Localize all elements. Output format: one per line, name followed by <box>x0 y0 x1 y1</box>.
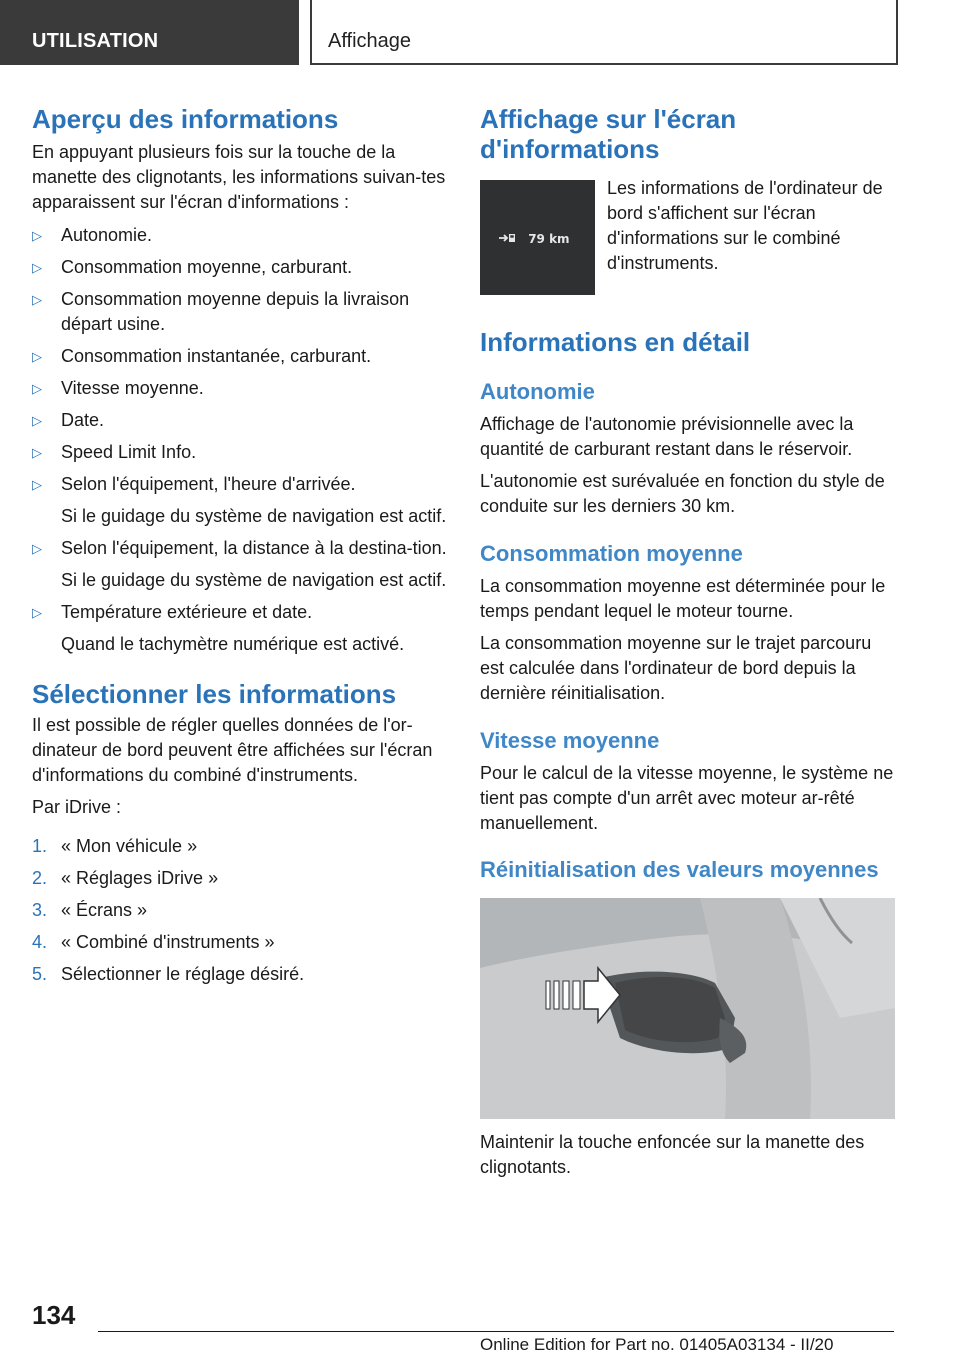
image-caption: Maintenir la touche enfoncée sur la manette des clignotants. <box>480 1132 865 1177</box>
triangle-bullet-icon: ▷ <box>32 541 42 556</box>
range-value: 79 km <box>528 232 570 246</box>
list-item: ▷ Autonomie. <box>32 223 447 248</box>
display-paragraph: Les informations de l'ordinateur de bord s'affichent sur l'écran d'informations sur le combiné d'instruments. <box>607 180 883 273</box>
list-item: ▷ Selon l'équipement, la distance à la destina-tion. Si le guidage du système de navigation est actif. <box>32 536 447 593</box>
list-item: ▷ Vitesse moyenne. <box>32 376 447 401</box>
heading-reinit: Réinitialisation des valeurs moyennes <box>480 857 879 882</box>
step-item: 5. Sélectionner le réglage désiré. <box>32 964 305 984</box>
select-paragraph: Il est possible de régler quelles données de l'or-dinateur de bord peuvent être affichées sur l'écran d'informations du combiné d'instruments. <box>32 715 433 785</box>
chapter-title: Affichage <box>328 30 412 52</box>
list-item: ▷ Selon l'équipement, l'heure d'arrivée. Si le guidage du système de navigation est actif. <box>32 472 447 529</box>
heading-display: Affichage sur l'écran d'informations <box>480 104 737 164</box>
triangle-bullet-icon: ▷ <box>32 292 42 307</box>
list-item: ▷ Consommation instantanée, carburant. <box>32 344 447 369</box>
list-item-note: Quand le tachymètre numérique est activé. <box>61 634 405 654</box>
triangle-bullet-icon: ▷ <box>32 605 42 620</box>
heading-vitesse: Vitesse moyenne <box>480 728 660 753</box>
step-item: 4. « Combiné d'instruments » <box>32 932 275 952</box>
list-item-note: Si le guidage du système de navigation est actif. <box>61 506 447 526</box>
overview-paragraph: En appuyant plusieurs fois sur la touche de la manette des clignotants, les informations suivan-tes apparaissent sur l'écran d'informations : <box>32 142 446 212</box>
list-item: ▷ Consommation moyenne, carburant. <box>32 255 447 280</box>
heading-consommation: Consommation moyenne <box>480 541 743 566</box>
range-readout <box>498 232 570 246</box>
section-title: UTILISATION <box>32 30 159 52</box>
steps-list <box>32 834 447 987</box>
autonomie-paragraph-2: L'autonomie est surévaluée en fonction du style de conduite sur les derniers 30 km. <box>480 471 885 516</box>
list-item: ▷ Température extérieure et date. Quand le tachymètre numérique est activé. <box>32 600 447 657</box>
list-item: ▷ Speed Limit Info. <box>32 440 447 465</box>
step-item: 1. « Mon véhicule » <box>32 836 198 856</box>
triangle-bullet-icon: ▷ <box>32 260 42 275</box>
list-item-note: Si le guidage du système de navigation est actif. <box>61 570 447 590</box>
section-tab <box>0 0 299 65</box>
left-column <box>32 104 447 987</box>
chapter-tab <box>310 0 898 65</box>
info-list <box>32 223 447 657</box>
heading-autonomie: Autonomie <box>480 379 595 404</box>
triangle-bullet-icon: ▷ <box>32 445 42 460</box>
heading-detail: Informations en détail <box>480 327 751 357</box>
footer-divider <box>98 1331 894 1332</box>
autonomie-paragraph-1: Affichage de l'autonomie prévisionnelle avec la quantité de carburant restant dans le réservoir. <box>480 414 854 459</box>
consommation-paragraph-2: La consommation moyenne sur le trajet parcouru est calculée dans l'ordinateur de bord depuis la dernière réinitialisation. <box>480 633 872 703</box>
edition-note: Online Edition for Part no. 01405A03134 - II/20 <box>480 1335 834 1354</box>
triangle-bullet-icon: ▷ <box>32 477 42 492</box>
triangle-bullet-icon: ▷ <box>32 381 42 396</box>
step-item: 2. « Réglages iDrive » <box>32 868 219 888</box>
list-item: ▷ Consommation moyenne depuis la livraison départ usine. <box>32 289 410 334</box>
heading-select: Sélectionner les informations <box>32 679 397 709</box>
triangle-bullet-icon: ▷ <box>32 413 42 428</box>
list-item: ▷ Date. <box>32 408 447 433</box>
page-number: 134 <box>32 1300 76 1330</box>
step-item: 3. « Écrans » <box>32 900 148 920</box>
right-column <box>480 104 900 1180</box>
instrument-display-image <box>480 180 595 295</box>
idrive-paragraph: Par iDrive : <box>32 797 122 817</box>
turn-signal-lever-image <box>480 898 895 1119</box>
heading-overview: Aperçu des informations <box>32 104 339 134</box>
display-block <box>480 180 900 295</box>
consommation-paragraph-1: La consommation moyenne est déterminée pour le temps pendant lequel le moteur tourne. <box>480 576 886 621</box>
triangle-bullet-icon: ▷ <box>32 228 42 243</box>
triangle-bullet-icon: ▷ <box>32 349 42 364</box>
vitesse-paragraph: Pour le calcul de la vitesse moyenne, le système ne tient pas compte d'un arrêt avec moteur ar-rêté manuellement. <box>480 763 894 833</box>
fuel-range-icon <box>498 232 518 244</box>
